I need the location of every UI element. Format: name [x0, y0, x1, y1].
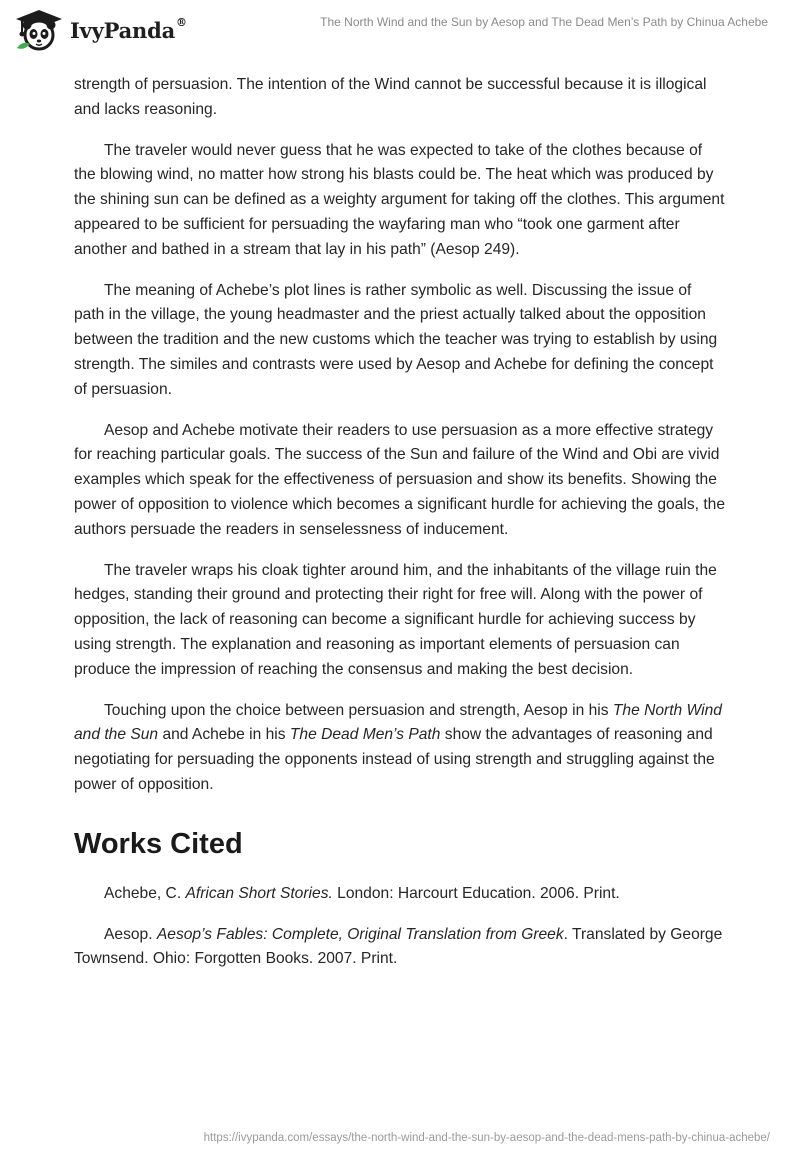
- title-italic: The Dead Men’s Path: [289, 726, 441, 744]
- text-run: Achebe, C.: [104, 884, 186, 902]
- paragraph: [74, 699, 726, 798]
- citation-entry: [74, 923, 726, 973]
- book-title: African Short Stories.: [185, 884, 333, 902]
- registered-mark: ®: [176, 15, 187, 29]
- graduation-cap-panda-icon: [14, 8, 64, 52]
- citation-entry: [74, 882, 726, 907]
- essay-body: [74, 73, 726, 988]
- works-cited-heading: Works Cited: [74, 827, 243, 860]
- text-run: show the advantages of reasoning and negotiating for persuading the opponents instead of using strength and struggling against the power of opposition.: [74, 726, 715, 793]
- paragraph: The traveler would never guess that he was expected to take of the clothes because of the blowing wind, no matter how strong his blasts could be. The heat which was produced by the shining sun can be defined as a weighty argument for taking off the clothes. This argument appeared to be sufficient for persuading the wayfaring man who “took one garment after another and bathed in a stream that lay in his path” (Aesop 249).: [74, 141, 725, 258]
- paragraph: The traveler wraps his cloak tighter around him, and the inhabitants of the village ruin the hedges, standing their ground and protecting their right for free will. Along with the power of opposition, the lack of reasoning can become a significant hurdle for achieving success by using strength. The explanation and reasoning as important elements of persuasion can produce the impression of reaching the consensus and making the best decision.: [74, 561, 717, 678]
- text-run: . Translated by George Townsend. Ohio: Forgotten Books. 2007. Print.: [74, 925, 723, 968]
- document-title: The North Wind and the Sun by Aesop and The Dead Men’s Path by Chinua Achebe: [320, 15, 768, 29]
- text-run: Touching upon the choice between persuasion and strength, Aesop in his: [104, 701, 613, 719]
- title-italic: The North Wind and the Sun: [74, 701, 722, 744]
- paragraph: Aesop and Achebe motivate their readers to use persuasion as a more effective strategy for reaching particular goals. The success of the Sun and failure of the Wind and Obi are vivid examples which speak for the effectiveness of persuasion and show its benefits. Showing the power of opposition to violence which becomes a significant hurdle for achieving the goals, the authors persuade the readers in senselessness of inducement.: [74, 421, 725, 538]
- text-run: London: Harcourt Education. 2006. Print.: [332, 884, 620, 902]
- ivypanda-logo[interactable]: [14, 8, 187, 52]
- source-url-link[interactable]: https://ivypanda.com/essays/the-north-wind-and-the-sun-by-aesop-and-the-dead-mens-path-by-chinua-achebe/: [203, 1132, 770, 1144]
- paragraph: The meaning of Achebe’s plot lines is rather symbolic as well. Discussing the issue of path in the village, the young headmaster and the priest actually talked about the opposition between the tradition and the new customs which the teacher was trying to establish by using strength. The similes and contrasts were used by Aesop and Achebe for defining the concept of persuasion.: [74, 281, 718, 398]
- book-title: Aesop’s Fables: Complete, Original Translation from Greek: [156, 925, 564, 943]
- brand-name: IvyPanda®: [70, 15, 187, 43]
- text-run: Aesop.: [104, 925, 157, 943]
- text-run: and Achebe in his: [158, 726, 290, 744]
- page-header: [0, 0, 800, 62]
- paragraph: strength of persuasion. The intention of the Wind cannot be successful because it is illogical and lacks reasoning.: [74, 76, 707, 118]
